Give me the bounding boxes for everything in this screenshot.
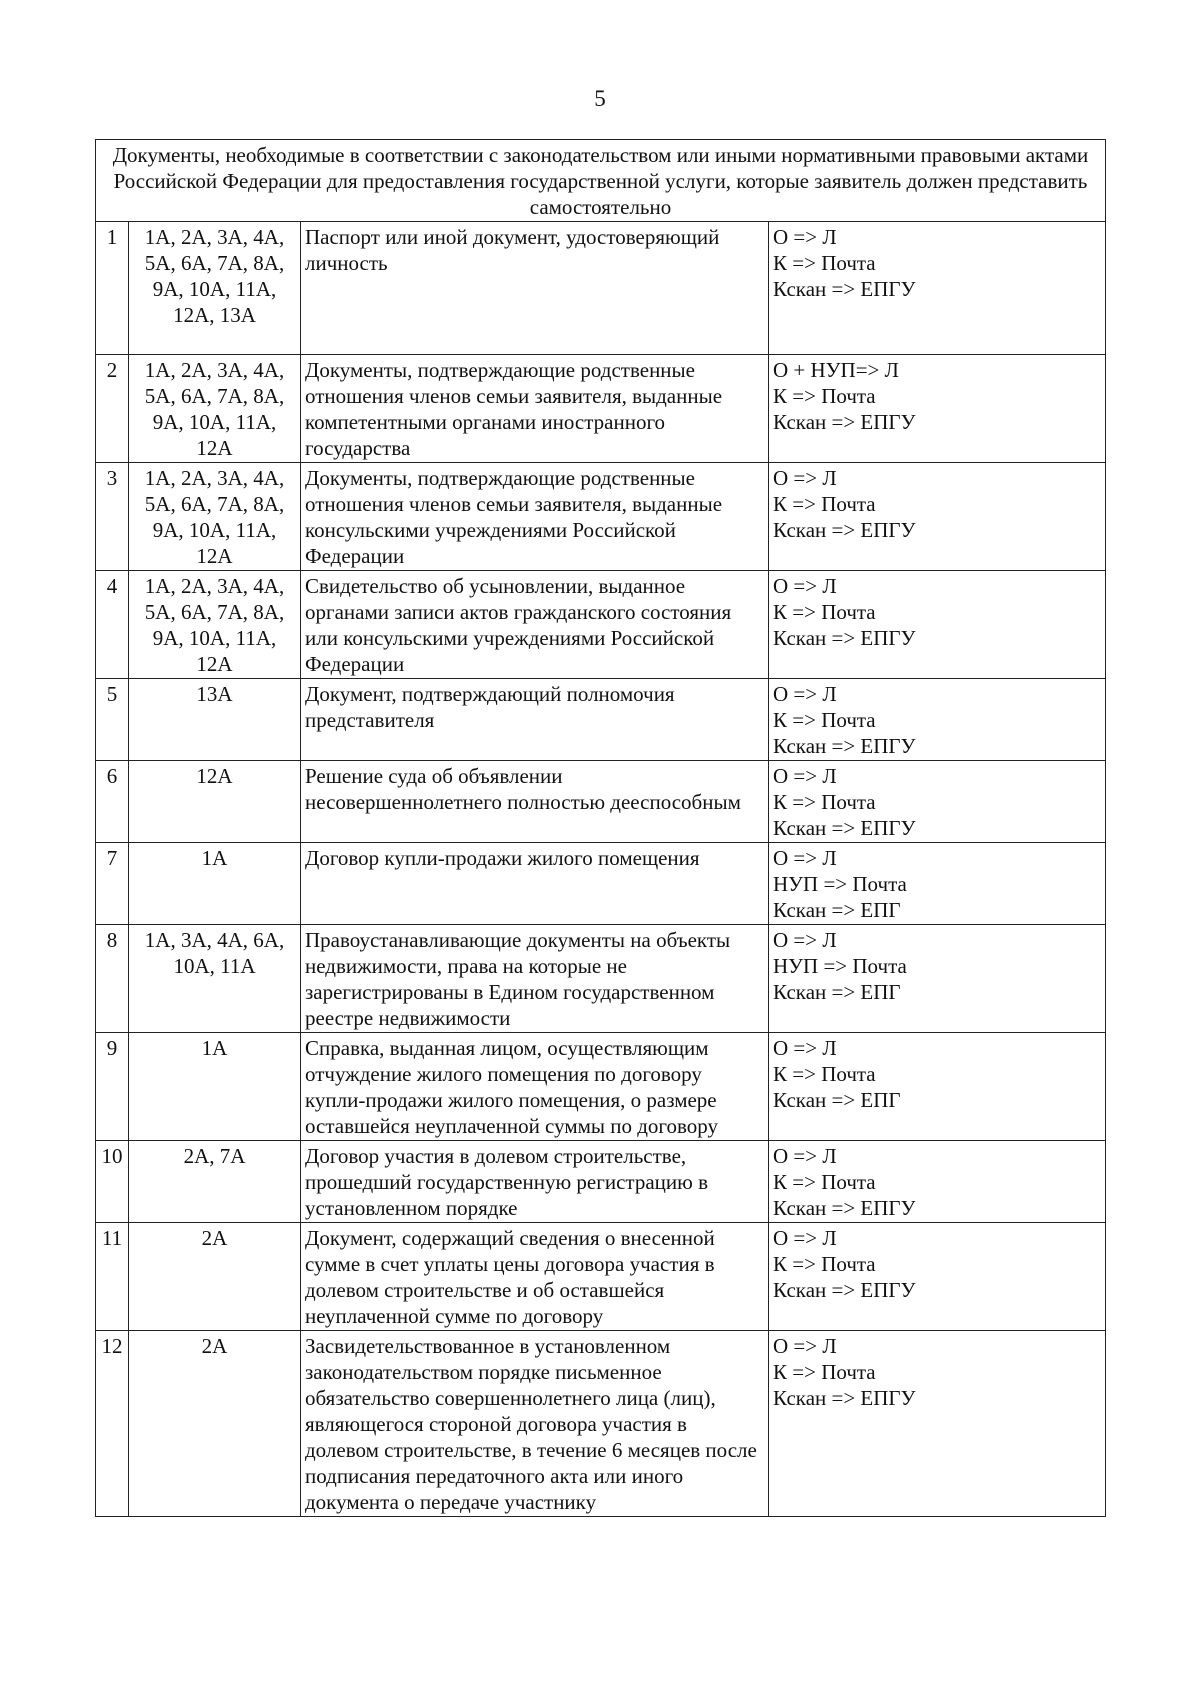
submission-method: К => Почта (773, 1062, 876, 1086)
submission-methods (769, 355, 1106, 463)
document-name: Документ, подтверждающий полномочия представителя (301, 679, 769, 761)
submission-method: Кскан => ЕПГУ (773, 277, 916, 301)
submission-method: К => Почта (773, 790, 876, 814)
submission-method: О => Л (773, 1334, 837, 1358)
submission-method: Кскан => ЕПГУ (773, 1278, 916, 1302)
row-number: 7 (96, 843, 129, 925)
submission-methods (769, 761, 1106, 843)
row-number: 5 (96, 679, 129, 761)
document-name: Документы, подтверждающие родственные отношения членов семьи заявителя, выданные консульскими учреждениями Российской Федерации (301, 463, 769, 571)
applicant-codes: 1А, 2А, 3А, 4А, 5А, 6А, 7А, 8А, 9А, 10А, 11А, 12А, 13А (129, 222, 301, 355)
submission-method: О => Л (773, 928, 837, 952)
table-row (96, 843, 1106, 925)
submission-method: Кскан => ЕПГУ (773, 816, 916, 840)
submission-methods (769, 925, 1106, 1033)
document-name: Паспорт или иной документ, удостоверяющий личность (301, 222, 769, 355)
submission-methods (769, 571, 1106, 679)
applicant-codes: 1А, 2А, 3А, 4А, 5А, 6А, 7А, 8А, 9А, 10А, 11А, 12А (129, 355, 301, 463)
document-name: Правоустанавливающие документы на объекты недвижимости, права на которые не зарегистрированы в Едином государственном реестре недвижимости (301, 925, 769, 1033)
submission-method: К => Почта (773, 1170, 876, 1194)
submission-method: Кскан => ЕПГУ (773, 626, 916, 650)
row-number: 1 (96, 222, 129, 355)
submission-method: К => Почта (773, 708, 876, 732)
row-number: 2 (96, 355, 129, 463)
applicant-codes: 1А, 3А, 4А, 6А, 10А, 11А (129, 925, 301, 1033)
table-row (96, 1331, 1106, 1517)
row-number: 9 (96, 1033, 129, 1141)
submission-methods (769, 679, 1106, 761)
applicant-codes: 1А (129, 843, 301, 925)
row-number: 3 (96, 463, 129, 571)
row-number: 10 (96, 1141, 129, 1223)
table-row (96, 463, 1106, 571)
document-name: Договор участия в долевом строительстве, прошедший государственную регистрацию в установленном порядке (301, 1141, 769, 1223)
document-name: Засвидетельствованное в установленном законодательством порядке письменное обязательство совершеннолетнего лица (лиц), являющегося стороной договора участия в долевом строительстве, в течение 6 месяцев после подписания передаточного акта или иного документа о передаче участнику (301, 1331, 769, 1517)
table-row (96, 1033, 1106, 1141)
submission-method: Кскан => ЕПГУ (773, 1386, 916, 1410)
applicant-codes: 12А (129, 761, 301, 843)
submission-methods (769, 1033, 1106, 1141)
documents-table (95, 139, 1106, 1517)
applicant-codes: 1А (129, 1033, 301, 1141)
submission-method: О => Л (773, 1226, 837, 1250)
submission-method: Кскан => ЕПГ (773, 1088, 901, 1112)
applicant-codes: 2А (129, 1331, 301, 1517)
submission-method: О => Л (773, 466, 837, 490)
submission-method: Кскан => ЕПГ (773, 898, 901, 922)
applicant-codes: 1А, 2А, 3А, 4А, 5А, 6А, 7А, 8А, 9А, 10А, 11А, 12А (129, 571, 301, 679)
document-name: Документ, содержащий сведения о внесенной сумме в счет уплаты цены договора участия в долевом строительстве и об оставшейся неуплаченной сумме по договору (301, 1223, 769, 1331)
submission-methods (769, 1331, 1106, 1517)
submission-method: К => Почта (773, 384, 876, 408)
page-number: 5 (594, 86, 606, 111)
table-row (96, 925, 1106, 1033)
submission-method: Кскан => ЕПГУ (773, 518, 916, 542)
submission-method: О => Л (773, 764, 837, 788)
submission-method: Кскан => ЕПГ (773, 980, 901, 1004)
submission-method: НУП => Почта (773, 954, 907, 978)
submission-method: К => Почта (773, 1360, 876, 1384)
table-row (96, 679, 1106, 761)
submission-method: Кскан => ЕПГУ (773, 1196, 916, 1220)
table-row (96, 761, 1106, 843)
submission-method: НУП => Почта (773, 872, 907, 896)
submission-method: К => Почта (773, 1252, 876, 1276)
submission-method: К => Почта (773, 251, 876, 275)
row-number: 6 (96, 761, 129, 843)
submission-method: О => Л (773, 1036, 837, 1060)
row-number: 8 (96, 925, 129, 1033)
table-row (96, 355, 1106, 463)
submission-method: О => Л (773, 682, 837, 706)
document-name: Свидетельство об усыновлении, выданное органами записи актов гражданского состояния или консульскими учреждениями Российской Федерации (301, 571, 769, 679)
table-header-row (96, 140, 1106, 222)
submission-methods (769, 222, 1106, 355)
applicant-codes: 2А (129, 1223, 301, 1331)
submission-methods (769, 463, 1106, 571)
submission-method: К => Почта (773, 600, 876, 624)
submission-methods (769, 1223, 1106, 1331)
submission-method: О => Л (773, 574, 837, 598)
submission-method: Кскан => ЕПГУ (773, 734, 916, 758)
row-number: 4 (96, 571, 129, 679)
table-header: Документы, необходимые в соответствии с законодательством или иными нормативными правовыми актами Российской Федерации для предоставления государственной услуги, которые заявитель должен представить самостоятельно (96, 140, 1106, 222)
document-name: Решение суда об объявлении несовершеннолетнего полностью дееспособным (301, 761, 769, 843)
table-row (96, 571, 1106, 679)
table-row (96, 222, 1106, 355)
applicant-codes: 1А, 2А, 3А, 4А, 5А, 6А, 7А, 8А, 9А, 10А, 11А, 12А (129, 463, 301, 571)
applicant-codes: 13А (129, 679, 301, 761)
submission-method: К => Почта (773, 492, 876, 516)
table-row (96, 1223, 1106, 1331)
table-row (96, 1141, 1106, 1223)
submission-method: О => Л (773, 846, 837, 870)
submission-method: О => Л (773, 225, 837, 249)
submission-method: О + НУП=> Л (773, 358, 899, 382)
row-number: 12 (96, 1331, 129, 1517)
submission-method: О => Л (773, 1144, 837, 1168)
document-name: Документы, подтверждающие родственные отношения членов семьи заявителя, выданные компетентными органами иностранного государства (301, 355, 769, 463)
row-number: 11 (96, 1223, 129, 1331)
document-name: Договор купли-продажи жилого помещения (301, 843, 769, 925)
applicant-codes: 2А, 7А (129, 1141, 301, 1223)
submission-method: Кскан => ЕПГУ (773, 410, 916, 434)
submission-methods (769, 1141, 1106, 1223)
document-name: Справка, выданная лицом, осуществляющим отчуждение жилого помещения по договору купли-продажи жилого помещения, о размере оставшейся неуплаченной суммы по договору (301, 1033, 769, 1141)
submission-methods (769, 843, 1106, 925)
